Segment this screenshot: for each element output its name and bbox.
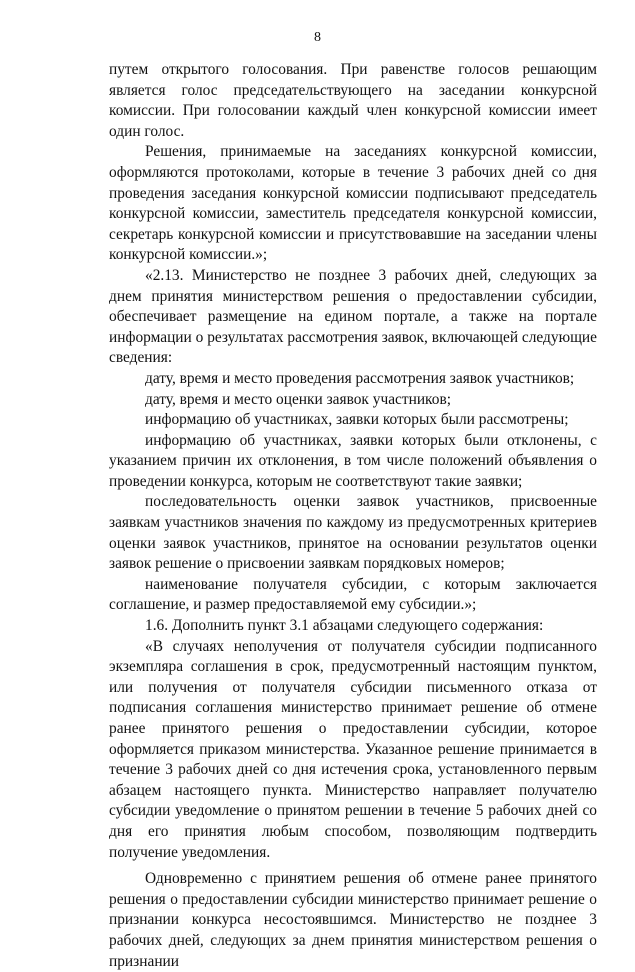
list-item: последовательность оценки заявок участников, присвоенные заявкам участников значения по каждому из предусмотренных критериев оценки заявок участников, принятое на основании результатов оценки заявок решение о присвоении заявкам порядковых номеров; bbox=[109, 493, 597, 573]
paragraph: «В случаях неполучения от получателя субсидии подписанного экземпляра соглашения в срок, предусмотренный настоящим пунктом, или получения от получателя субсидии письменного отказа от подписания соглашения министерство принимает решение об отмене ранее принятого решения о предоставлении субсидии, которое оформляется приказом министерства. Указанное решение принимается в течение 3 рабочих дней со дня истечения срока, установленного первым абзацем настоящего пункта. Министерство направляет получателю субсидии уведомление о принятом решении в течение 5 рабочих дней со дня его принятия любым способом, позволяющим подтвердить получение уведомления. bbox=[109, 637, 597, 861]
list-item: информацию об участниках, заявки которых были рассмотрены; bbox=[145, 411, 569, 429]
paragraph: «2.13. Министерство не позднее 3 рабочих дней, следующих за днем принятия министерством решения о предоставлении субсидии, обеспечивает размещение на едином портале, а также на портале информации о результатах рассмотрения заявок, включающей следующие сведения: bbox=[109, 266, 597, 367]
paragraph: путем открытого голосования. При равенстве голосов решающим является голос председательствующего на заседании конкурсной комиссии. При голосовании каждый член конкурсной комиссии имеет один голос. bbox=[109, 61, 597, 140]
paragraph: Решения, принимаемые на заседаниях конкурсной комиссии, оформляются протоколами, которые в течение 3 рабочих дней со дня проведения заседания конкурсной комиссии подписывают председатель конкурсной комиссии, заместитель председателя конкурсной комиссии, секретарь конкурсной комиссии и присутствовавшие на заседании члены конкурсной комиссии.»; bbox=[109, 143, 597, 264]
list-item: дату, время и место оценки заявок участников; bbox=[145, 390, 451, 408]
paragraph: 1.6. Дополнить пункт 3.1 абзацами следующего содержания: bbox=[145, 617, 544, 635]
list-item: наименование получателя субсидии, с которым заключается соглашение, и размер предоставляемой ему субсидии.»; bbox=[109, 575, 597, 614]
list-item: информацию об участниках, заявки которых были отклонены, с указанием причин их отклонения, в том числе положений объявления о проведении конкурса, которым не соответствуют такие заявки; bbox=[109, 431, 597, 490]
page-number: 8 bbox=[314, 30, 321, 45]
list-item: дату, время и место проведения рассмотрения заявок участников; bbox=[145, 369, 575, 387]
paragraph: Одновременно с принятием решения об отмене ранее принятого решения о предоставлении субсидии министерство принимает решение о признании конкурса несостоявшимся. Министерство не позднее 3 рабочих дней, следующих за днем принятия министерством решения о признании bbox=[109, 870, 597, 970]
document-body bbox=[109, 60, 597, 972]
